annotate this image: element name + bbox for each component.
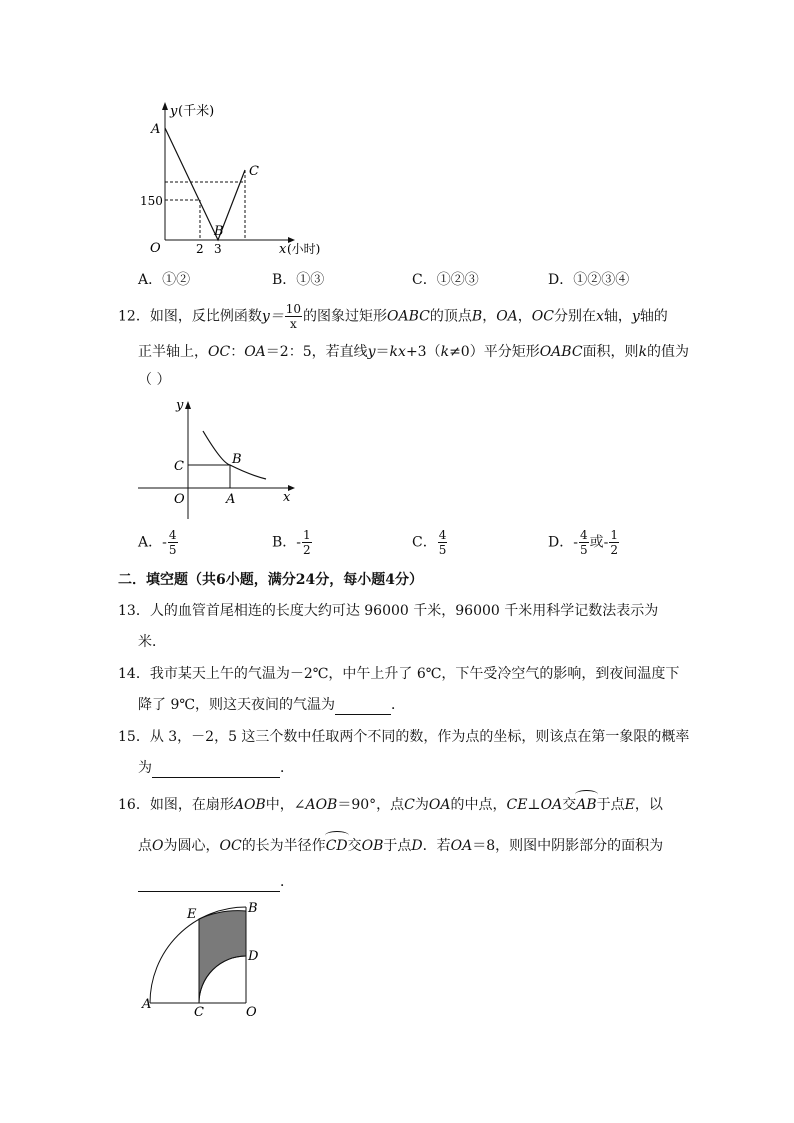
q16-line-3: ． [138,872,294,892]
q12-fraction: $\frac{10}{x}$ [285,302,302,331]
q12-line-3: （ ） [138,372,171,388]
svg-text:C: C [174,459,184,474]
q11-graph [130,98,350,258]
q16-line-2: 点O为圆心，OC的长为半径作CD交OB于点D．若OA＝8，则图中阴影部分的面积为 [138,838,664,854]
q14-line-2: 降了 9℃，则这天夜间的气温为 ． [138,697,406,713]
q15-answer-blank[interactable] [152,761,280,778]
q12-option-c: C． $\frac{4}{5}$ [412,528,447,557]
q11-x-unit: (小时) [287,242,321,256]
q16-figure [138,898,268,1022]
q11-x-tick-2: 2 [196,242,204,256]
q11-option-c: C．①②③ [412,272,479,288]
svg-text:A: A [142,997,152,1012]
svg-text:E: E [187,907,197,922]
q13-line-2: 米． [138,634,166,650]
svg-text:O: O [174,492,185,507]
svg-text:A: A [226,492,236,507]
q11-point-c: C [249,164,259,179]
q11-y-unit: (千米) [178,104,215,119]
q13-line-1: 13．人的血管首尾相连的长度大约可达 96000 千米，96000 千米用科学记数法表示为 [118,603,659,619]
q11-point-a: A [151,122,161,137]
svg-text:B: B [232,452,242,467]
svg-text:x: x [283,490,291,505]
q12-line-2: 正半轴上，OC：OA＝2：5，若直线y＝kx+3（k≠0）平分矩形OABC面积，则k的值为 [138,344,690,360]
q12-line-1: 12．如图，反比例函数y＝ $\frac{10}{x}$ 的图象过矩形OABC的顶点B，OA，OC分别在x轴，y轴的 [118,302,668,331]
q12-graph [130,393,310,523]
svg-text:D: D [248,949,259,964]
q14-line-1: 14．我市某天上午的气温为－2℃，中午上升了 6℃，下午受冷空气的影响，到夜间温度下 [118,666,680,682]
q11-y-tick: 150 [140,194,163,208]
q11-option-b: B．①③ [272,272,325,288]
q12-option-a: A．- $\frac{4}{5}$ [138,528,177,557]
q14-answer-blank[interactable] [335,698,391,715]
svg-text:y: y [176,398,184,413]
q11-option-a: A．①② [138,272,191,288]
q12-option-b: B．- $\frac{1}{2}$ [272,528,311,557]
q11-x-label: x [279,242,287,257]
q16-answer-blank[interactable] [138,875,280,892]
q11-point-b: B [214,224,224,239]
q15-line-1: 15．从 3，－2，5 这三个数中任取两个不同的数，作为点的坐标，则该点在第一象限的概率 [118,729,690,745]
q11-origin: O [150,241,161,256]
svg-text:C: C [194,1005,204,1020]
q11-option-d: D．①②③④ [548,272,630,288]
section-2-title: 二．填空题（共6小题，满分24分，每小题4分） [118,572,423,588]
arc-ab: AB [576,797,597,813]
svg-text:B: B [248,901,258,916]
arc-cd: CD [325,838,348,854]
svg-text:O: O [246,1005,257,1020]
q16-line-1: 16．如图，在扇形AOB中，∠AOB＝90°，点C为OA的中点，CE⊥OA交AB于点E，以 [118,797,663,813]
q11-x-tick-3: 3 [214,242,222,256]
q11-y-label: y [170,104,178,119]
q15-line-2: 为 ． [138,760,294,776]
q12-option-d: D．- $\frac{4}{5}$ 或- $\frac{1}{2}$ [548,528,618,557]
